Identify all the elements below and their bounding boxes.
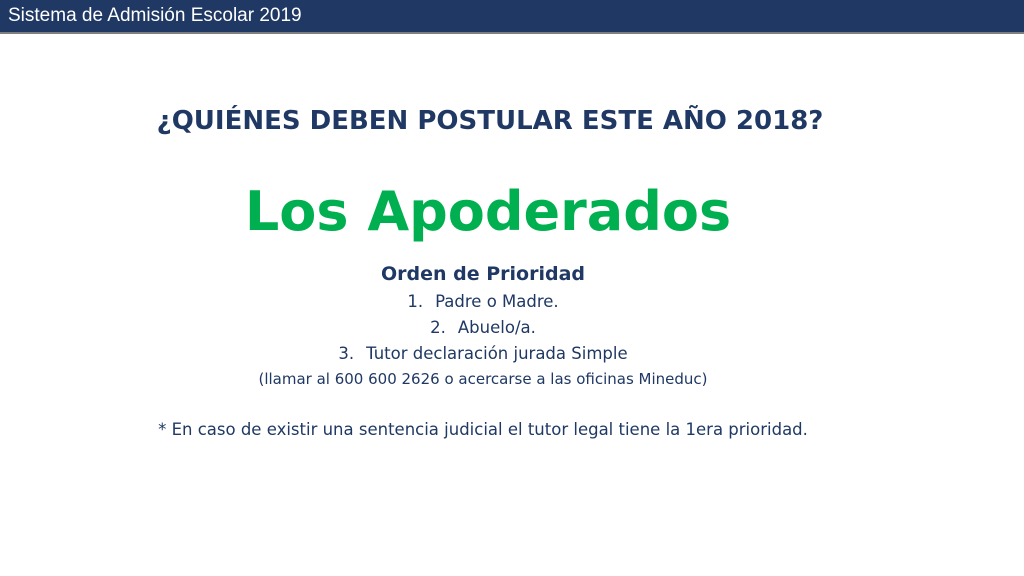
priority-item-number: 1. bbox=[407, 292, 424, 311]
slide-question: ¿QUIÉNES DEBEN POSTULAR ESTE AÑO 2018? bbox=[156, 106, 824, 136]
priority-item-2 bbox=[0, 317, 966, 339]
priority-item-text: Abuelo/a. bbox=[457, 318, 536, 337]
legal-footnote: * En caso de existir una sentencia judicial el tutor legal tiene la 1era prioridad. bbox=[158, 420, 808, 439]
priority-item-number: 2. bbox=[430, 318, 446, 337]
priority-order-title: Orden de Prioridad bbox=[380, 263, 586, 285]
contact-note: (llamar al 600 600 2626 o acercarse a las oficinas Mineduc) bbox=[258, 370, 708, 388]
priority-item-text: Padre o Madre. bbox=[435, 292, 559, 311]
priority-item-1 bbox=[0, 291, 966, 313]
header-bar bbox=[0, 0, 1024, 34]
header-title: Sistema de Admisión Escolar 2019 bbox=[8, 5, 302, 26]
priority-item-number: 3. bbox=[338, 344, 355, 363]
priority-item-3 bbox=[0, 343, 966, 365]
slide-headline: Los Apoderados bbox=[244, 180, 732, 243]
priority-item-text: Tutor declaración jurada Simple bbox=[366, 344, 628, 363]
